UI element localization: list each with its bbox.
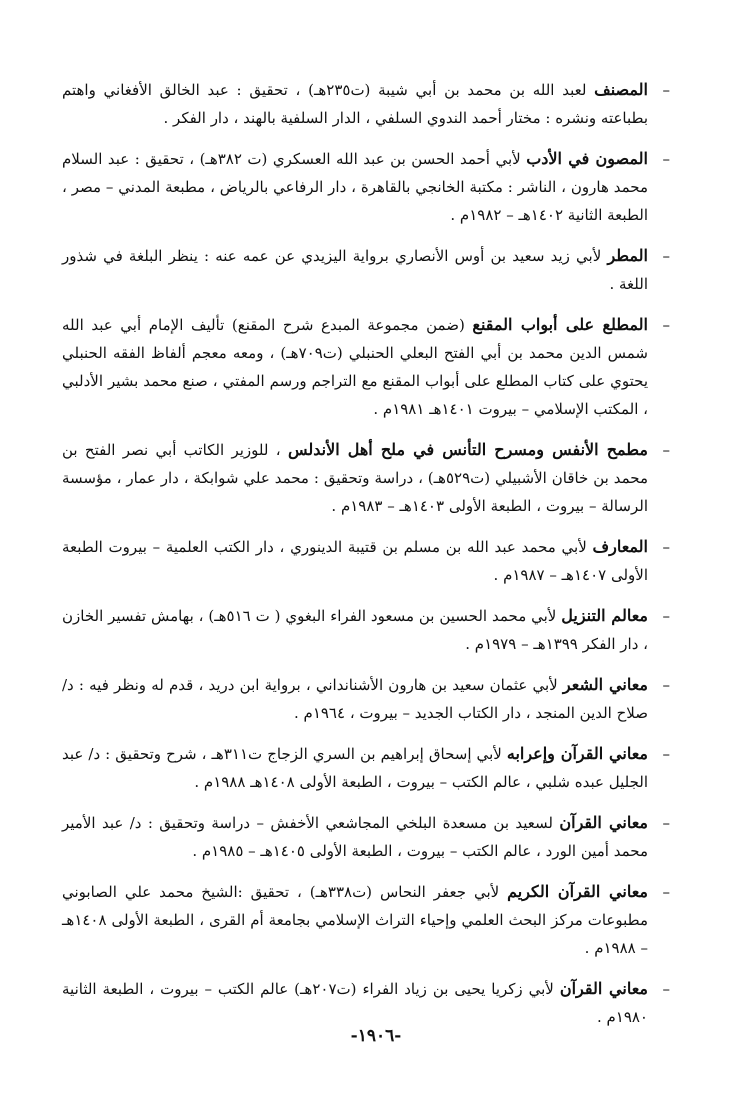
bibliography-entry: [62, 602, 670, 658]
entry-dash: –: [662, 607, 670, 625]
entry-title: المطر: [607, 246, 648, 265]
bibliography-entry: [62, 740, 670, 796]
bibliography-entry: [62, 975, 670, 1031]
bibliography-entry: [62, 242, 670, 298]
entry-title: معاني القرآن: [559, 979, 648, 998]
entry-text: لأبي زكريا يحيى بن زياد الفراء (ت٢٠٧هـ) عالم الكتب – بيروت ، الطبعة الثانية ١٩٨٠م .: [62, 980, 648, 1026]
bibliography-entry: [62, 145, 670, 229]
bibliography-entry: [62, 311, 670, 423]
entry-text: لأبي عثمان سعيد بن هارون الأشنانداني ، برواية ابن دريد ، قدم له ونظر فيه : د/ صلاح الدين المنجد ، دار الكتاب الجديد – بيروت ، ١٩٦٤م .: [62, 676, 648, 722]
entry-title: المصون في الأدب: [526, 149, 648, 168]
entry-dash: –: [662, 814, 670, 832]
entry-title: معاني القرآن الكريم: [507, 882, 648, 901]
entry-title: معاني القرآن: [559, 813, 648, 832]
bibliography-entry: [62, 809, 670, 865]
entry-text: لأبي إسحاق إبراهيم بن السري الزجاج ت٣١١هـ ، شرح وتحقيق : د/ عبد الجليل عبده شلبي ، عالم الكتب – بيروت ، الطبعة الأولى ١٤٠٨هـ ١٩٨٨م .: [62, 745, 648, 791]
bibliography-entry: [62, 671, 670, 727]
entry-dash: –: [662, 441, 670, 459]
entry-title: معالم التنزيل: [561, 606, 648, 625]
entry-text: لسعيد بن مسعدة البلخي المجاشعي الأخفش – دراسة وتحقيق : د/ عبد الأمير محمد أمين الورد ، عالم الكتب – بيروت ، الطبعة الأولى ١٤٠٥هـ – ١٩٨٥م .: [62, 814, 648, 860]
entry-text: لأبي محمد عبد الله بن مسلم بن قتيبة الدينوري ، دار الكتب العلمية – بيروت الطبعة الأولى ١٤٠٧هـ – ١٩٨٧م .: [62, 538, 648, 584]
entry-text: ، للوزير الكاتب أبي نصر الفتح بن محمد بن خاقان الأشبيلي (ت٥٢٩هـ) ، دراسة وتحقيق : محمد علي شوابكة ، دار عمار ، مؤسسة الرسالة – بيروت ، الطبعة الأولى ١٤٠٣هـ – ١٩٨٣م .: [62, 441, 648, 515]
entry-text: (ضمن مجموعة المبدع شرح المقنع) تأليف الإمام أبي عبد الله شمس الدين محمد بن أبي الفتح البعلي الحنبلي (ت٧٠٩هـ) ، ومعه معجم ألفاظ الفقه الحنبلي يحتوي على كتاب المطلع على أبواب المقنع مع التراجم ورسم المفتي ، صنع محمد بشير الأدلبي ، المكتب الإسلامي – بيروت ١٤٠١هـ ١٩٨١م .: [62, 316, 648, 418]
entry-dash: –: [662, 538, 670, 556]
entry-text: لعبد الله بن محمد بن أبي شيبة (ت٢٣٥هـ) ، تحقيق : عبد الخالق الأفغاني واهتم بطباعته ونشره : مختار أحمد الندوي السلفي ، الدار السلفية بالهند ، دار الفكر .: [62, 81, 648, 127]
entry-title: مطمح الأنفس ومسرح التأنس في ملح أهل الأندلس: [287, 440, 648, 459]
bibliography-list: [62, 76, 670, 1044]
entry-dash: –: [662, 745, 670, 763]
bibliography-entry: [62, 533, 670, 589]
entry-dash: –: [662, 247, 670, 265]
entry-title: معاني الشعر: [562, 675, 648, 694]
bibliography-entry: [62, 436, 670, 520]
entry-dash: –: [662, 883, 670, 901]
entry-dash: –: [662, 676, 670, 694]
entry-title: معاني القرآن وإعرابه: [506, 744, 648, 763]
entry-dash: –: [662, 980, 670, 998]
entry-dash: –: [662, 81, 670, 99]
entry-text: لأبي زيد سعيد بن أوس الأنصاري برواية اليزيدي عن عمه عنه : ينظر البلغة في شذور اللغة .: [62, 247, 648, 293]
page-number: -١٩٠٦-: [350, 1026, 402, 1046]
entry-title: المعارف: [592, 537, 648, 556]
entry-text: لأبي أحمد الحسن بن عبد الله العسكري (ت ٣٨٢هـ) ، تحقيق : عبد السلام محمد هارون ، الناشر : مكتبة الخانجي بالقاهرة ، دار الرفاعي بالرياض ، مطبعة المدني – مصر ، الطبعة الثانية ١٤٠٢هـ – ١٩٨٢م .: [62, 150, 648, 224]
bibliography-entry: [62, 878, 670, 962]
entry-dash: –: [662, 316, 671, 334]
entry-title: المصنف: [594, 80, 648, 99]
entry-text: لأبي جعفر النحاس (ت٣٣٨هـ) ، تحقيق :الشيخ محمد علي الصابوني مطبوعات مركز البحث العلمي وإحياء التراث الإسلامي بجامعة أم القرى ، الطبعة الأولى ١٤٠٨هـ – ١٩٨٨م .: [62, 883, 648, 957]
entry-title: المطلع على أبواب المقنع: [472, 315, 649, 334]
entry-text: لأبي محمد الحسين بن مسعود الفراء البغوي ( ت ٥١٦هـ) ، بهامش تفسير الخازن ، دار الفكر ١٣٩٩هـ – ١٩٧٩م .: [62, 607, 648, 653]
entry-dash: –: [662, 150, 670, 168]
bibliography-entry: [62, 76, 670, 132]
